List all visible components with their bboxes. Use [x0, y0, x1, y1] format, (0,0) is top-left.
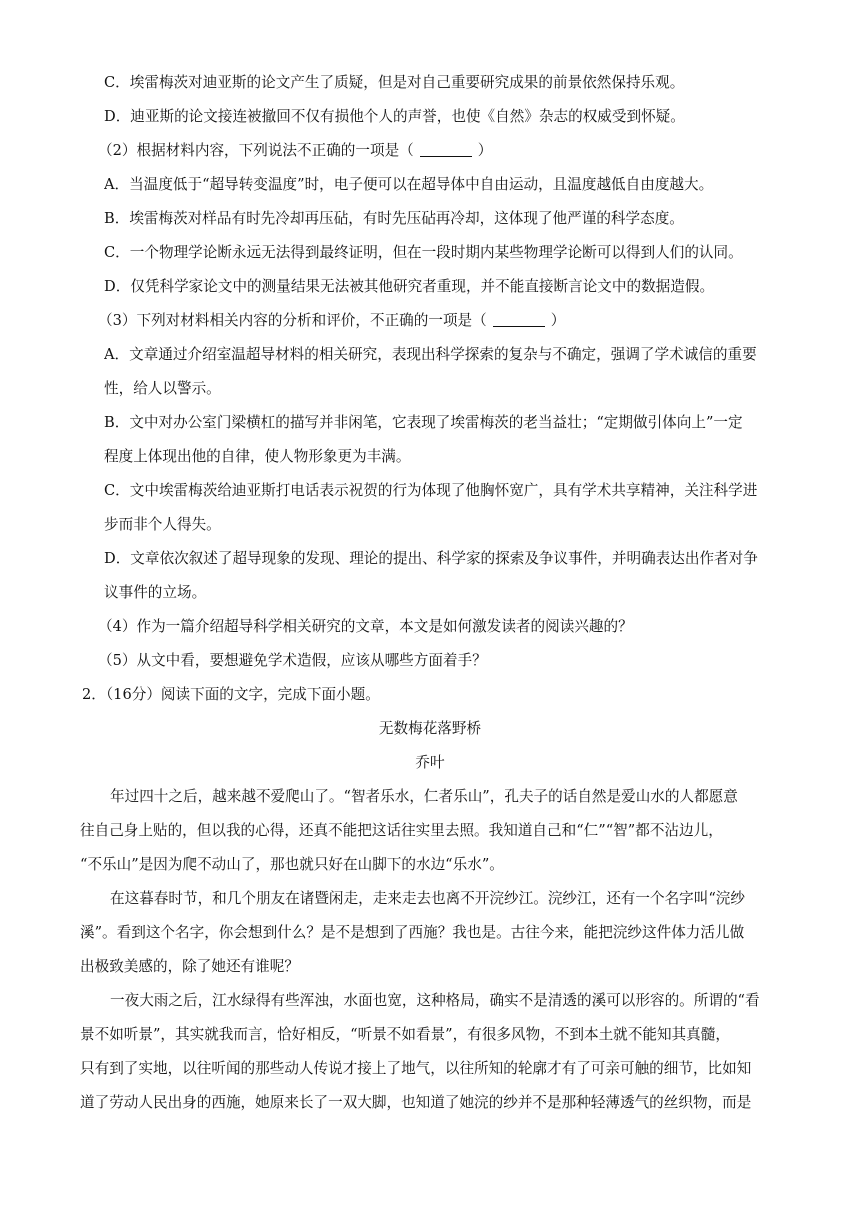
- answer-blank[interactable]: [420, 142, 472, 157]
- article-author: 乔叶: [415, 754, 445, 771]
- q2-option-b: B．埃雷梅茨对样品有时先冷却再压砧，有时先压砧再冷却，这体现了他严谨的科学态度。: [104, 210, 684, 227]
- q2-option-d: D．仅凭科学家论文中的测量结果无法被其他研究者重现，并不能直接断言论文中的数据造假。: [104, 278, 715, 295]
- paragraph-3-line2: 景不如听景”，其实就我而言，恰好相反，“听景不如看景”，有很多风物，不到本土就不能知其真髓，: [80, 1026, 730, 1043]
- q3-option-d-line1: D．文章依次叙述了超导现象的发现、理论的提出、科学家的探索及争议事件，并明确表达出作者对争: [104, 550, 758, 567]
- paragraph-3-line4: 道了劳动人民出身的西施，她原来长了一双大脚，也知道了她浣的纱并不是那种轻薄透气的丝织物，而是: [80, 1094, 752, 1111]
- q3-stem-text: （3）下列对材料相关内容的分析和评价，不正确的一项是（: [98, 312, 487, 329]
- q2-stem: [98, 140, 778, 162]
- q3-option-a-line2: 性，给人以警示。: [104, 380, 221, 397]
- section-2-heading: 2．（16分）阅读下面的文字，完成下面小题。: [82, 686, 380, 703]
- q3-option-b-line1: B．文中对办公室门梁横杠的描写并非闲笔，它表现了埃雷梅茨的老当益壮；“定期做引体向上”一定: [104, 414, 743, 431]
- q1-option-d: D．迪亚斯的论文接连被撤回不仅有损他个人的声誉，也使《自然》杂志的权威受到怀疑。: [104, 108, 685, 125]
- q1-option-c: C．埃雷梅茨对迪亚斯的论文产生了质疑，但是对自己重要研究成果的前景依然保持乐观。: [104, 74, 685, 91]
- q3-option-c-line2: 步而非个人得失。: [104, 516, 221, 533]
- paragraph-2-line1: 在这暮春时节，和几个朋友在诸暨闲走，走来走去也离不开浣纱江。浣纱江，还有一个名字叫“浣纱: [110, 890, 745, 907]
- answer-blank[interactable]: [493, 312, 545, 327]
- q3-stem: [98, 310, 778, 332]
- q3-option-c-line1: C．文中埃雷梅茨给迪亚斯打电话表示祝贺的行为体现了他胸怀宽广，具有学术共享精神，关注科学进: [104, 482, 758, 499]
- paragraph-1-line3: “不乐山”是因为爬不动山了，那也就只好在山脚下的水边“乐水”。: [80, 856, 504, 873]
- q2-option-c: C．一个物理学论断永远无法得到最终证明，但在一段时期内某些物理学论断可以得到人们的认同。: [104, 244, 743, 261]
- paragraph-2-line3: 出极致美感的，除了她还有谁呢？: [80, 958, 299, 975]
- paragraph-3-line3: 只有到了实地，以往听闻的那些动人传说才接上了地气，以往所知的轮廓才有了可亲可触的细节，比如知: [80, 1060, 752, 1077]
- q5-question: （5）从文中看，要想避免学术造假，应该从哪些方面着手？: [98, 652, 487, 669]
- paragraph-2-line2: 溪”。看到这个名字，你会想到什么？是不是想到了西施？我也是。古往今来，能把浣纱这件体力活儿做: [80, 924, 745, 941]
- q3-option-a-line1: A．文章通过介绍室温超导材料的相关研究，表现出科学探索的复杂与不确定，强调了学术诚信的重要: [104, 346, 757, 363]
- q3-option-d-line2: 议事件的立场。: [104, 584, 207, 601]
- article-title: 无数梅花落野桥: [378, 720, 482, 737]
- paragraph-1-line1: 年过四十之后，越来越不爱爬山了。“智者乐水，仁者乐山”，孔夫子的话自然是爱山水的人都愿意: [110, 788, 738, 805]
- q3-option-b-line2: 程度上体现出他的自律，使人物形象更为丰满。: [104, 448, 411, 465]
- q4-question: （4）作为一篇介绍超导科学相关研究的文章，本文是如何激发读者的阅读兴趣的？: [98, 618, 633, 635]
- q2-stem-text: （2）根据材料内容，下列说法不正确的一项是（: [98, 142, 414, 159]
- paragraph-1-line2: 往自己身上贴的，但以我的心得，还真不能把这话往实里去照。我知道自己和“仁”“智”都不沾边儿，: [80, 822, 723, 839]
- q2-stem-close: ）: [477, 142, 493, 159]
- paragraph-3-line1: 一夜大雨之后，江水绿得有些浑浊，水面也宽，这种格局，确实不是清透的溪可以形容的。所谓的“看: [110, 992, 760, 1009]
- q2-option-a: A．当温度低于“超导转变温度”时，电子便可以在超导体中自由运动，且温度越低自由度越大。: [104, 176, 714, 193]
- q3-stem-close: ）: [550, 312, 566, 329]
